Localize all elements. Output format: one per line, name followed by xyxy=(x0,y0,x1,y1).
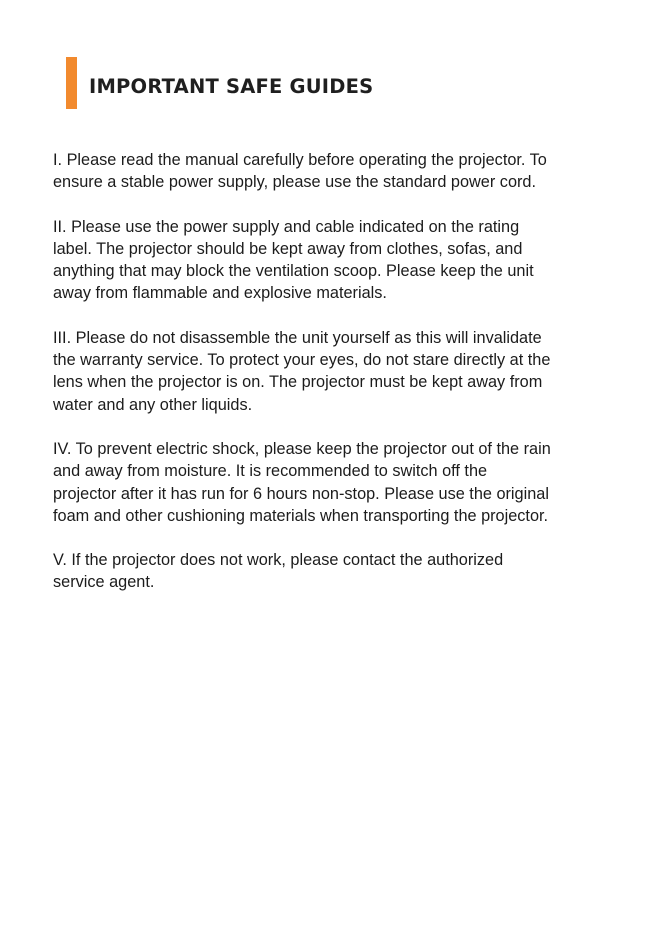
accent-bar xyxy=(66,57,77,109)
guide-paragraph-2 xyxy=(53,216,613,305)
paragraph-line: ensure a stable power supply, please use the standard power cord. xyxy=(53,173,536,192)
paragraph-line: I. Please read the manual carefully before operating the projector. To xyxy=(53,151,547,169)
paragraph-line: lens when the projector is on. The projector must be kept away from xyxy=(53,373,543,392)
paragraph-line: foam and other cushioning materials when transporting the projector. xyxy=(53,506,549,525)
guide-paragraph-1 xyxy=(53,149,613,194)
paragraph-line: service agent. xyxy=(53,573,155,592)
paragraph-line: projector after it has run for 6 hours non-stop. Please use the original xyxy=(53,484,549,503)
paragraph-line: anything that may block the ventilation scoop. Please keep the unit xyxy=(53,262,534,281)
paragraph-line: V. If the projector does not work, please contact the authorized xyxy=(53,551,504,570)
section-header xyxy=(66,57,373,109)
paragraph-line: and away from moisture. It is recommended to switch off the xyxy=(53,462,488,481)
paragraph-line: III. Please do not disassemble the unit yourself as this will invalidate xyxy=(53,328,542,347)
guide-paragraph-5 xyxy=(53,549,613,594)
paragraph-line: II. Please use the power supply and cable indicated on the rating xyxy=(53,217,520,236)
guide-paragraph-3 xyxy=(53,327,613,416)
paragraph-line: label. The projector should be kept away from clothes, sofas, and xyxy=(53,239,523,258)
paragraph-line: IV. To prevent electric shock, please keep the projector out of the rain xyxy=(53,439,551,458)
paragraph-line: the warranty service. To protect your eyes, do not stare directly at the xyxy=(53,351,551,370)
guides-content xyxy=(53,149,613,616)
paragraph-line: away from flammable and explosive materials. xyxy=(53,284,387,303)
guide-paragraph-4 xyxy=(53,438,613,527)
page-title: IMPORTANT SAFE GUIDES xyxy=(89,74,374,98)
paragraph-line: water and any other liquids. xyxy=(53,395,253,414)
